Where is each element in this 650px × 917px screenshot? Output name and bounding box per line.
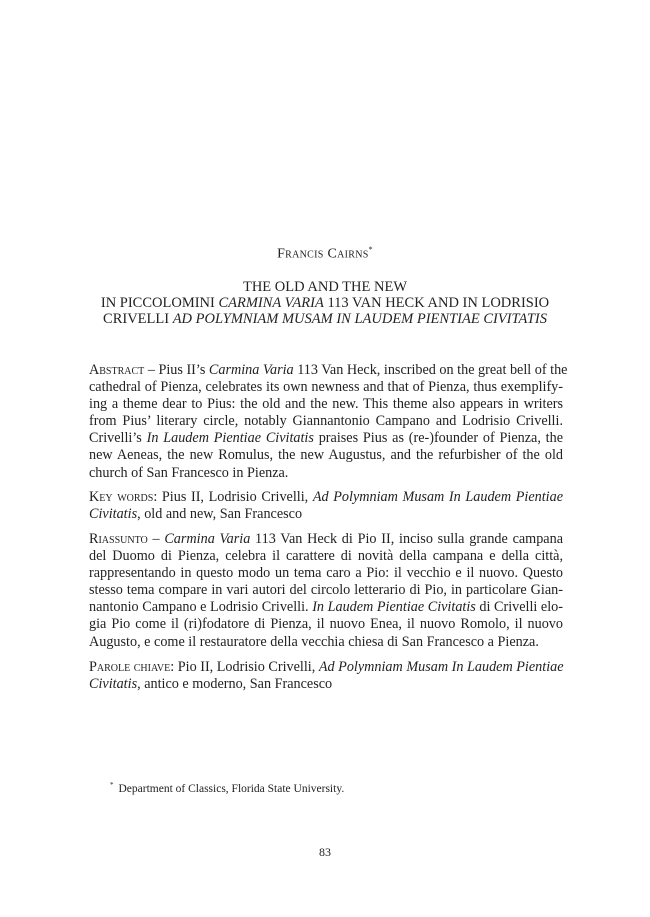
author-name (0, 245, 650, 263)
abstract-line: ing a theme dear to Pius: the old and the new. This theme also appears in writers (89, 396, 563, 413)
riassunto-line: rappresentando in questo modo un tema caro a Pio: il vecchio e il nuovo. Questo (89, 565, 563, 582)
keywords-text: , old and new, San Francesco (137, 506, 303, 523)
riassunto-line (89, 599, 563, 616)
abstract-text: Crivelli’s (89, 430, 147, 447)
riassunto-label: Riassunto (89, 531, 148, 547)
parole-chiave-paragraph (89, 659, 563, 693)
footnote-marker: * (110, 781, 114, 789)
riassunto-text: 113 Van Heck di Pio II, inciso sulla grande campana (250, 531, 563, 547)
page-number: 83 (319, 845, 331, 859)
keywords-text: : Pius II, Lodrisio Crivelli, (153, 489, 313, 505)
title-line-2-a: IN PICCOLOMINI (100, 295, 219, 311)
abstract-label: Abstract (89, 362, 145, 378)
title-line-3 (70, 311, 580, 327)
keywords-paragraph (89, 489, 563, 523)
article-title (70, 279, 580, 327)
keywords-italic: Ad Polymniam Musam In Laudem Pientiae (312, 489, 563, 505)
title-line-2-italic: CARMINA VARIA (218, 295, 324, 311)
riassunto-text: di Crivelli elo- (475, 599, 563, 616)
riassunto-line (89, 531, 563, 548)
keywords-label: Key words (89, 489, 154, 505)
riassunto-paragraph (89, 531, 563, 651)
title-line-2-c: 113 VAN HECK AND IN LODRISIO (323, 295, 550, 311)
riassunto-text: – (147, 531, 165, 547)
abstract-line (89, 430, 563, 447)
abstract-line: new Aeneas, the new Romulus, the new Augustus, and the refurbisher of the old (89, 447, 563, 464)
parole-text: , antico e moderno, San Francesco (137, 676, 333, 693)
riassunto-line: del Duomo di Pienza, celebra il carattere di novità della campana e della città, (89, 548, 563, 565)
title-line-2 (70, 295, 580, 311)
abstract-paragraph (89, 362, 568, 482)
riassunto-italic: Carmina Varia (164, 531, 251, 547)
abstract-text: 113 Van Heck, inscribed on the great bell of the (293, 362, 568, 378)
keywords-italic: Civitatis (89, 506, 138, 523)
parole-text: : Pio II, Lodrisio Crivelli, (170, 659, 319, 675)
parole-line (89, 676, 563, 693)
title-line-1: THE OLD AND THE NEW (242, 279, 408, 295)
keywords-line (89, 506, 563, 523)
abstract-line: cathedral of Pienza, celebrates its own newness and that of Pienza, thus exemplify- (89, 379, 563, 396)
title-line-3-a: CRIVELLI (103, 311, 173, 327)
abstract-italic: In Laudem Pientiae Civitatis (146, 430, 314, 447)
author-name-text: Francis Cairns (277, 246, 369, 262)
abstract-line: church of San Francesco in Pienza. (89, 464, 289, 481)
abstract-italic: Carmina Varia (208, 362, 294, 378)
riassunto-line: gia Pio come il (ri)fodatore di Pienza, il nuovo Enea, il nuovo Romolo, il nuovo (89, 616, 563, 633)
abstract-text: – Pius II’s (144, 362, 209, 378)
author-footnote-marker: * (368, 245, 373, 254)
riassunto-line: stesso tema compare in vari autori del circolo letterario di Pio, in particolare Gian- (89, 582, 563, 599)
parole-line (89, 659, 563, 676)
keywords-line (89, 489, 563, 506)
footnote-text: Department of Classics, Florida State University. (118, 782, 345, 795)
parole-italic: Civitatis (89, 676, 138, 693)
title-line-3-italic: AD POLYMNIAM MUSAM IN LAUDEM PIENTIAE CIVITATIS (172, 311, 547, 327)
abstract-line (89, 362, 568, 379)
parole-italic: Ad Polymniam Musam In Laudem Pientiae (318, 659, 564, 675)
riassunto-italic: In Laudem Pientiae Civitatis (312, 599, 476, 616)
riassunto-text: nantonio Campano e Lodrisio Crivelli. (89, 599, 313, 616)
parole-label: Parole chiave (89, 659, 171, 675)
abstract-line: from Pius’ literary circle, notably Giannantonio Campano and Lodrisio Crivelli. (89, 413, 563, 430)
riassunto-line: Augusto, e come il restauratore della vecchia chiesa di San Francesco a Pienza. (89, 633, 539, 650)
footnote (110, 781, 344, 795)
abstract-text: praises Pius as (re-)founder of Pienza, the (313, 430, 563, 447)
